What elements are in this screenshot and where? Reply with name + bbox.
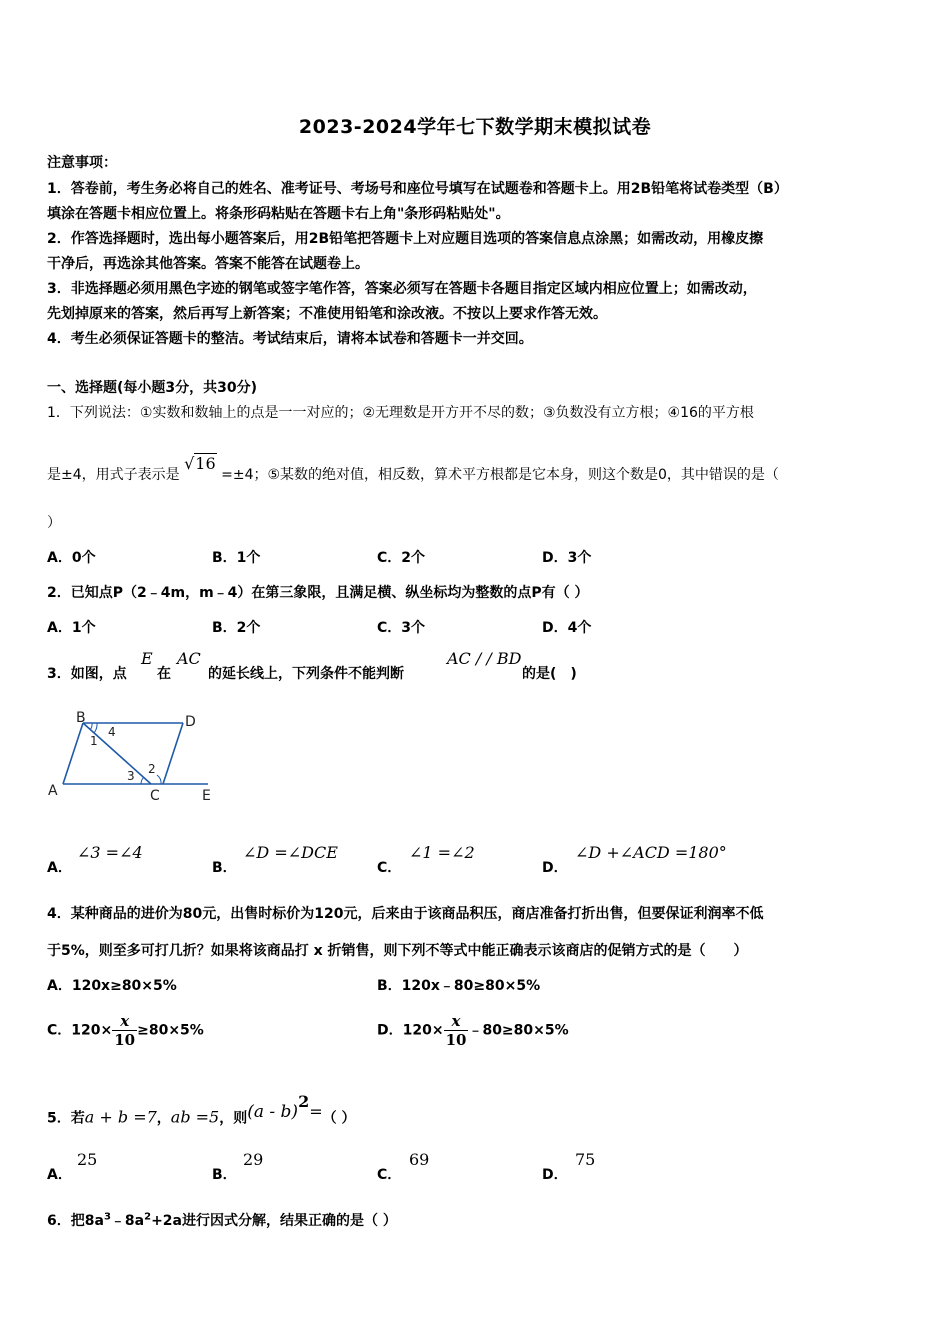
frac-num: x (120, 1012, 130, 1030)
question-2: 2．已知点P（2﹣4m，m﹣4）在第三象限，且满足横、纵坐标均为整数的点P有（ ） (47, 585, 589, 601)
label-angle-1: 1 (90, 734, 98, 748)
frac-num: x (451, 1012, 461, 1030)
q5-text-4: （ ） (322, 1110, 356, 1127)
q3-option-d: ∠D +∠ACD =180° (575, 843, 727, 862)
frac-den: 10 (114, 1031, 136, 1049)
q4-option-c (47, 1012, 204, 1049)
notice-line: 4．考生必须保证答题卡的整洁。考试结束后，请将本试卷和答题卡一并交回。 (47, 331, 533, 347)
angle-arc-4 (94, 723, 97, 733)
angle-arc-2 (157, 775, 161, 784)
question-6 (47, 1210, 397, 1230)
q3-option-c: ∠1 =∠2 (409, 843, 475, 862)
q5-expr-sum: a + b =7 (84, 1107, 157, 1127)
q5-text-2: ， (156, 1110, 171, 1127)
notice-line: 2．作答选择题时，选出每小题答案后，用2B铅笔把答题卡上对应题目选项的答案信息点涂黑；如需改动，用橡皮擦 (47, 231, 764, 247)
notice-line: 干净后，再选涂其他答案。答案不能答在试题卷上。 (47, 256, 369, 272)
q6-text-1: 6．把8a (47, 1213, 104, 1229)
q3-text-3: 的延长线上，下列条件不能判断 (208, 666, 404, 682)
q2-option-a: A．1个 (47, 620, 96, 636)
fraction-x-over-10 (444, 1012, 469, 1049)
line-ab (63, 723, 83, 784)
notice-heading: 注意事项： (47, 155, 117, 171)
label-angle-3: 3 (127, 769, 135, 783)
question-5 (47, 1092, 356, 1128)
sqrt-expression: √16 (184, 454, 216, 473)
angle-arc-3 (141, 777, 144, 784)
angle-arc-1 (90, 723, 92, 730)
q5-option-c-letter: C． (377, 1167, 402, 1183)
q3-point-e: E (141, 649, 153, 668)
q1-option-b: B．1个 (212, 550, 261, 566)
question-1-line1: 1．下列说法：①实数和数轴上的点是一一对应的；②无理数是开方开不尽的数；③负数没有立方根；④16的平方根 (47, 405, 754, 421)
q3-option-b-letter: B． (212, 860, 237, 876)
q3-option-b: ∠D =∠DCE (243, 843, 338, 862)
q1-option-d: D．3个 (542, 550, 592, 566)
q3-text-1: 3．如图，点 (47, 666, 127, 682)
q3-text-4: 的是( ) (522, 666, 577, 682)
q6-text-3: +2a进行因式分解，结果正确的是（ ） (151, 1213, 397, 1229)
q3-line-ac: AC (177, 649, 201, 668)
q5-option-d: 75 (575, 1150, 596, 1169)
q5-equals: = (309, 1101, 323, 1121)
label-angle-4: 4 (108, 725, 116, 739)
notice-line: 3．非选择题必须用黑色字迹的钢笔或签字笔作答，答案必须写在答题卡各题目指定区域内相应位置上；如需改动， (47, 281, 757, 297)
q3-option-a-letter: A． (47, 860, 72, 876)
q5-option-a: 25 (77, 1150, 98, 1169)
q3-option-c-letter: C． (377, 860, 402, 876)
label-e: E (202, 788, 211, 804)
question-4-line1: 4．某种商品的进价为80元，出售时标价为120元，后来由于该商品积压，商店准备打折出售，但要保证利润率不低 (47, 906, 764, 922)
q6-text-2: ﹣8a (110, 1213, 145, 1229)
q1-text-b: =±4；⑤某数的绝对值，相反数，算术平方根都是它本身，则这个数是0，其中错误的是（ (221, 467, 779, 483)
label-d: D (185, 714, 196, 730)
line-bc (83, 723, 151, 784)
question-4-line2: 于5%，则至多可打几折？如果将该商品打 x 折销售，则下列不等式中能正确表示该商店的促销方式的是（ ） (47, 943, 748, 959)
label-c: C (150, 788, 160, 804)
fraction-x-over-10 (112, 1012, 137, 1049)
q1-text-a: 是±4，用式子表示是 (47, 467, 180, 483)
section-heading: 一、选择题(每小题3分，共30分) (47, 380, 258, 396)
q3-text-2: 在 (157, 666, 171, 682)
q4-option-d-post: ﹣80≥80×5% (468, 1022, 569, 1039)
notice-line: 1．答卷前，考生务必将自己的姓名、准考证号、考场号和座位号填写在试题卷和答题卡上。用2B铅笔将试卷类型（B） (47, 181, 788, 197)
q3-parallelogram-figure (40, 705, 220, 805)
q2-option-c: C．3个 (377, 620, 426, 636)
sqrt-radicand: 16 (195, 454, 216, 473)
q4-option-b: B．120x﹣80≥80×5% (377, 978, 541, 994)
q4-option-d-pre: D．120× (377, 1022, 444, 1039)
q5-option-b: 29 (243, 1150, 264, 1169)
q4-option-a: A．120x≥80×5% (47, 978, 177, 994)
q2-option-b: B．2个 (212, 620, 261, 636)
q6-sup-1: 3 (103, 1211, 111, 1223)
frac-den: 10 (445, 1031, 467, 1049)
notice-line: 先划掉原来的答案，然后再写上新答案；不准使用铅笔和涂改液。不按以上要求作答无效。 (47, 306, 607, 322)
q3-option-d-letter: D． (542, 860, 568, 876)
question-1-line3: ） (47, 515, 61, 531)
q5-exponent: 2 (298, 1092, 310, 1111)
q1-option-c: C．2个 (377, 550, 426, 566)
line-cd (163, 723, 183, 784)
q3-parallel-expr: AC / / BD (447, 649, 522, 668)
q5-expr-product: ab =5 (170, 1107, 220, 1127)
q5-option-a-letter: A． (47, 1167, 72, 1183)
q5-text-1: 5．若 (47, 1110, 85, 1127)
notice-line: 填涂在答题卡相应位置上。将条形码粘贴在答题卡右上角"条形码粘贴处"。 (47, 206, 510, 222)
question-1-line2 (47, 454, 779, 484)
label-a: A (48, 783, 58, 799)
q5-option-b-letter: B． (212, 1167, 237, 1183)
q5-option-d-letter: D． (542, 1167, 568, 1183)
q5-text-3: ，则 (219, 1110, 248, 1127)
q1-option-a: A．0个 (47, 550, 96, 566)
label-b: B (76, 710, 86, 726)
label-angle-2: 2 (148, 762, 156, 776)
q5-expr-square: (a - b) (247, 1101, 299, 1122)
q4-option-c-post: ≥80×5% (137, 1022, 204, 1039)
q4-option-c-pre: C．120× (47, 1022, 113, 1039)
page-title: 2023-2024学年七下数学期末模拟试卷 (298, 116, 652, 138)
q6-sup-2: 2 (144, 1211, 152, 1223)
q5-option-c: 69 (409, 1150, 430, 1169)
q3-option-a: ∠3 =∠4 (77, 843, 143, 862)
q4-option-d (377, 1012, 569, 1049)
q2-option-d: D．4个 (542, 620, 592, 636)
